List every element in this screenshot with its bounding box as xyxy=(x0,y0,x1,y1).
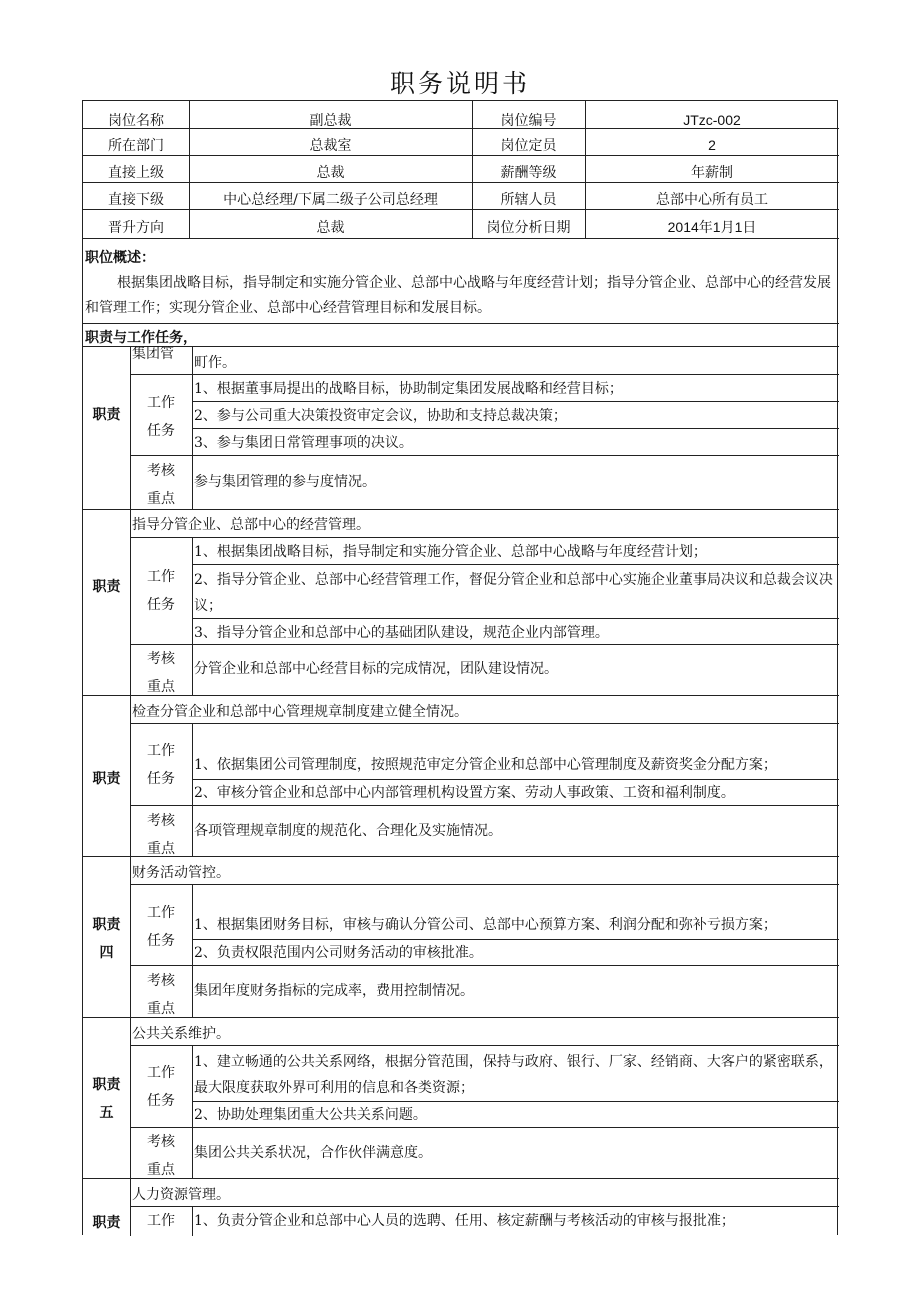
duty-1-label: 职责 xyxy=(92,407,121,423)
duty-1-kpi-label: 考核 重点 xyxy=(147,463,175,507)
duty-6-title: 人力资源管理。 xyxy=(132,1187,230,1203)
duty-1-title-b: 町作。 xyxy=(194,355,236,371)
duty-4-kpi: 集团年度财务指标的完成率，费用控制情况。 xyxy=(194,983,474,999)
overview-text: 根据集团战略目标，指导制定和实施分管企业、总部中心战略与年度经营计划；指导分管企业、总部中心的经营发展和管理工作；实现分管企业、总部中心经营管理目标和发展目标。 xyxy=(85,275,831,316)
document-title: 职务说明书 xyxy=(389,69,530,98)
duty-3-task-label: 工作 任务 xyxy=(147,743,175,787)
duty-2-task-1: 1、根据集团战略目标，指导制定和实施分管企业、总部中心战略与年度经营计划； xyxy=(194,544,707,560)
overview-heading: 职位概述： xyxy=(85,250,155,266)
label-post-code: 岗位编号 xyxy=(500,112,557,129)
value-salary-grade: 年薪制 xyxy=(691,164,733,181)
value-post-code: JTzc-002 xyxy=(683,111,741,128)
duty-1-task-label: 工作 任务 xyxy=(147,395,175,439)
duty-5-label: 职责五 xyxy=(92,1077,121,1121)
label-headcount: 岗位定员 xyxy=(500,137,557,154)
duty-2-title: 指导分管企业、总部中心的经营管理。 xyxy=(132,517,370,533)
value-promotion: 总裁 xyxy=(316,219,345,236)
duty-5-kpi-label: 考核 重点 xyxy=(147,1134,175,1178)
label-salary-grade: 薪酬等级 xyxy=(500,164,557,181)
duty-1-task-2: 2、参与公司重大决策投资审定会议，协助和支持总裁决策； xyxy=(194,408,567,424)
job-description-form xyxy=(82,100,838,1235)
duty-5-task-2: 2、协助处理集团重大公共关系问题。 xyxy=(194,1107,427,1123)
duty-3-label: 职责 xyxy=(92,771,121,787)
duty-1-kpi: 参与集团管理的参与度情况。 xyxy=(194,474,376,490)
label-staff-governed: 所辖人员 xyxy=(500,191,557,208)
duty-4-task-1: 1、根据集团财务目标，审核与确认分管公司、总部中心预算方案、利润分配和弥补亏损方案； xyxy=(194,917,777,933)
duty-4-task-label: 工作 任务 xyxy=(147,905,175,949)
duties-heading: 职责与工作任务， xyxy=(85,330,197,346)
value-analysis-date: 2014年1月1日 xyxy=(667,218,757,235)
duty-2-kpi-label: 考核 重点 xyxy=(147,651,175,695)
duty-6-task-label: 工作 xyxy=(147,1213,175,1229)
label-direct-superior: 直接上级 xyxy=(108,164,164,181)
value-department: 总裁室 xyxy=(309,137,352,154)
label-direct-subordinate: 直接下级 xyxy=(108,191,164,208)
value-headcount: 2 xyxy=(708,136,716,153)
duty-4-title: 财务活动管控。 xyxy=(132,865,230,881)
label-post-name: 岗位名称 xyxy=(108,112,164,129)
duty-3-kpi-label: 考核 重点 xyxy=(147,813,175,857)
value-direct-subordinate: 中心总经理/下属二级子公司总经理 xyxy=(223,191,438,208)
value-staff-governed: 总部中心所有员工 xyxy=(656,191,768,208)
duty-4-task-2: 2、负责权限范围内公司财务活动的审核批准。 xyxy=(194,945,483,961)
duty-2-task-label: 工作 任务 xyxy=(147,569,175,613)
label-promotion: 晋升方向 xyxy=(108,219,164,236)
duty-6-label: 职责 xyxy=(92,1215,121,1231)
label-analysis-date: 岗位分析日期 xyxy=(486,219,571,236)
duty-4-kpi-label: 考核 重点 xyxy=(147,973,175,1017)
duty-3-kpi: 各项管理规章制度的规范化、合理化及实施情况。 xyxy=(194,823,502,839)
duty-3-task-2: 2、审核分管企业和总部中心内部管理机构设置方案、劳动人事政策、工资和福利制度。 xyxy=(194,785,735,801)
duty-5-task-label: 工作 任务 xyxy=(147,1065,175,1109)
duty-5-kpi: 集团公共关系状况，合作伙伴满意度。 xyxy=(194,1145,432,1161)
duty-2-kpi: 分管企业和总部中心经营目标的完成情况，团队建设情况。 xyxy=(194,661,558,677)
duty-1-task-3: 3、参与集团日常管理事项的决议。 xyxy=(194,435,413,451)
duty-5-task-1: 1、建立畅通的公共关系网络，根据分管范围，保持与政府、银行、厂家、经销商、大客户的紧密联系，最大限度获取外界可利用的信息和各类资源； xyxy=(194,1054,833,1096)
label-department: 所在部门 xyxy=(108,137,164,154)
duty-1-title-a: 集团管 xyxy=(132,346,174,362)
duty-5-title: 公共关系维护。 xyxy=(132,1026,230,1042)
duty-1-task-1: 1、根据董事局提出的战略目标，协助制定集团发展战略和经营目标； xyxy=(194,381,623,397)
value-direct-superior: 总裁 xyxy=(316,164,345,181)
duty-2-task-3: 3、指导分管企业和总部中心的基础团队建设，规范企业内部管理。 xyxy=(194,625,609,641)
duty-2-label: 职责 xyxy=(92,579,121,595)
duty-3-task-1: 1、依据集团公司管理制度，按照规范审定分管企业和总部中心管理制度及薪资奖金分配方案； xyxy=(194,757,777,773)
duty-3-title: 检查分管企业和总部中心管理规章制度建立健全情况。 xyxy=(132,704,468,720)
value-post-name: 副总裁 xyxy=(309,112,352,129)
duty-4-label: 职责四 xyxy=(92,917,121,961)
duty-2-task-2: 2、指导分管企业、总部中心经营管理工作，督促分管企业和总部中心实施企业董事局决议和总裁会议决议； xyxy=(194,572,833,614)
duty-6-task-1: 1、负责分管企业和总部中心人员的选聘、任用、核定薪酬与考核活动的审核与报批准； xyxy=(194,1213,735,1229)
